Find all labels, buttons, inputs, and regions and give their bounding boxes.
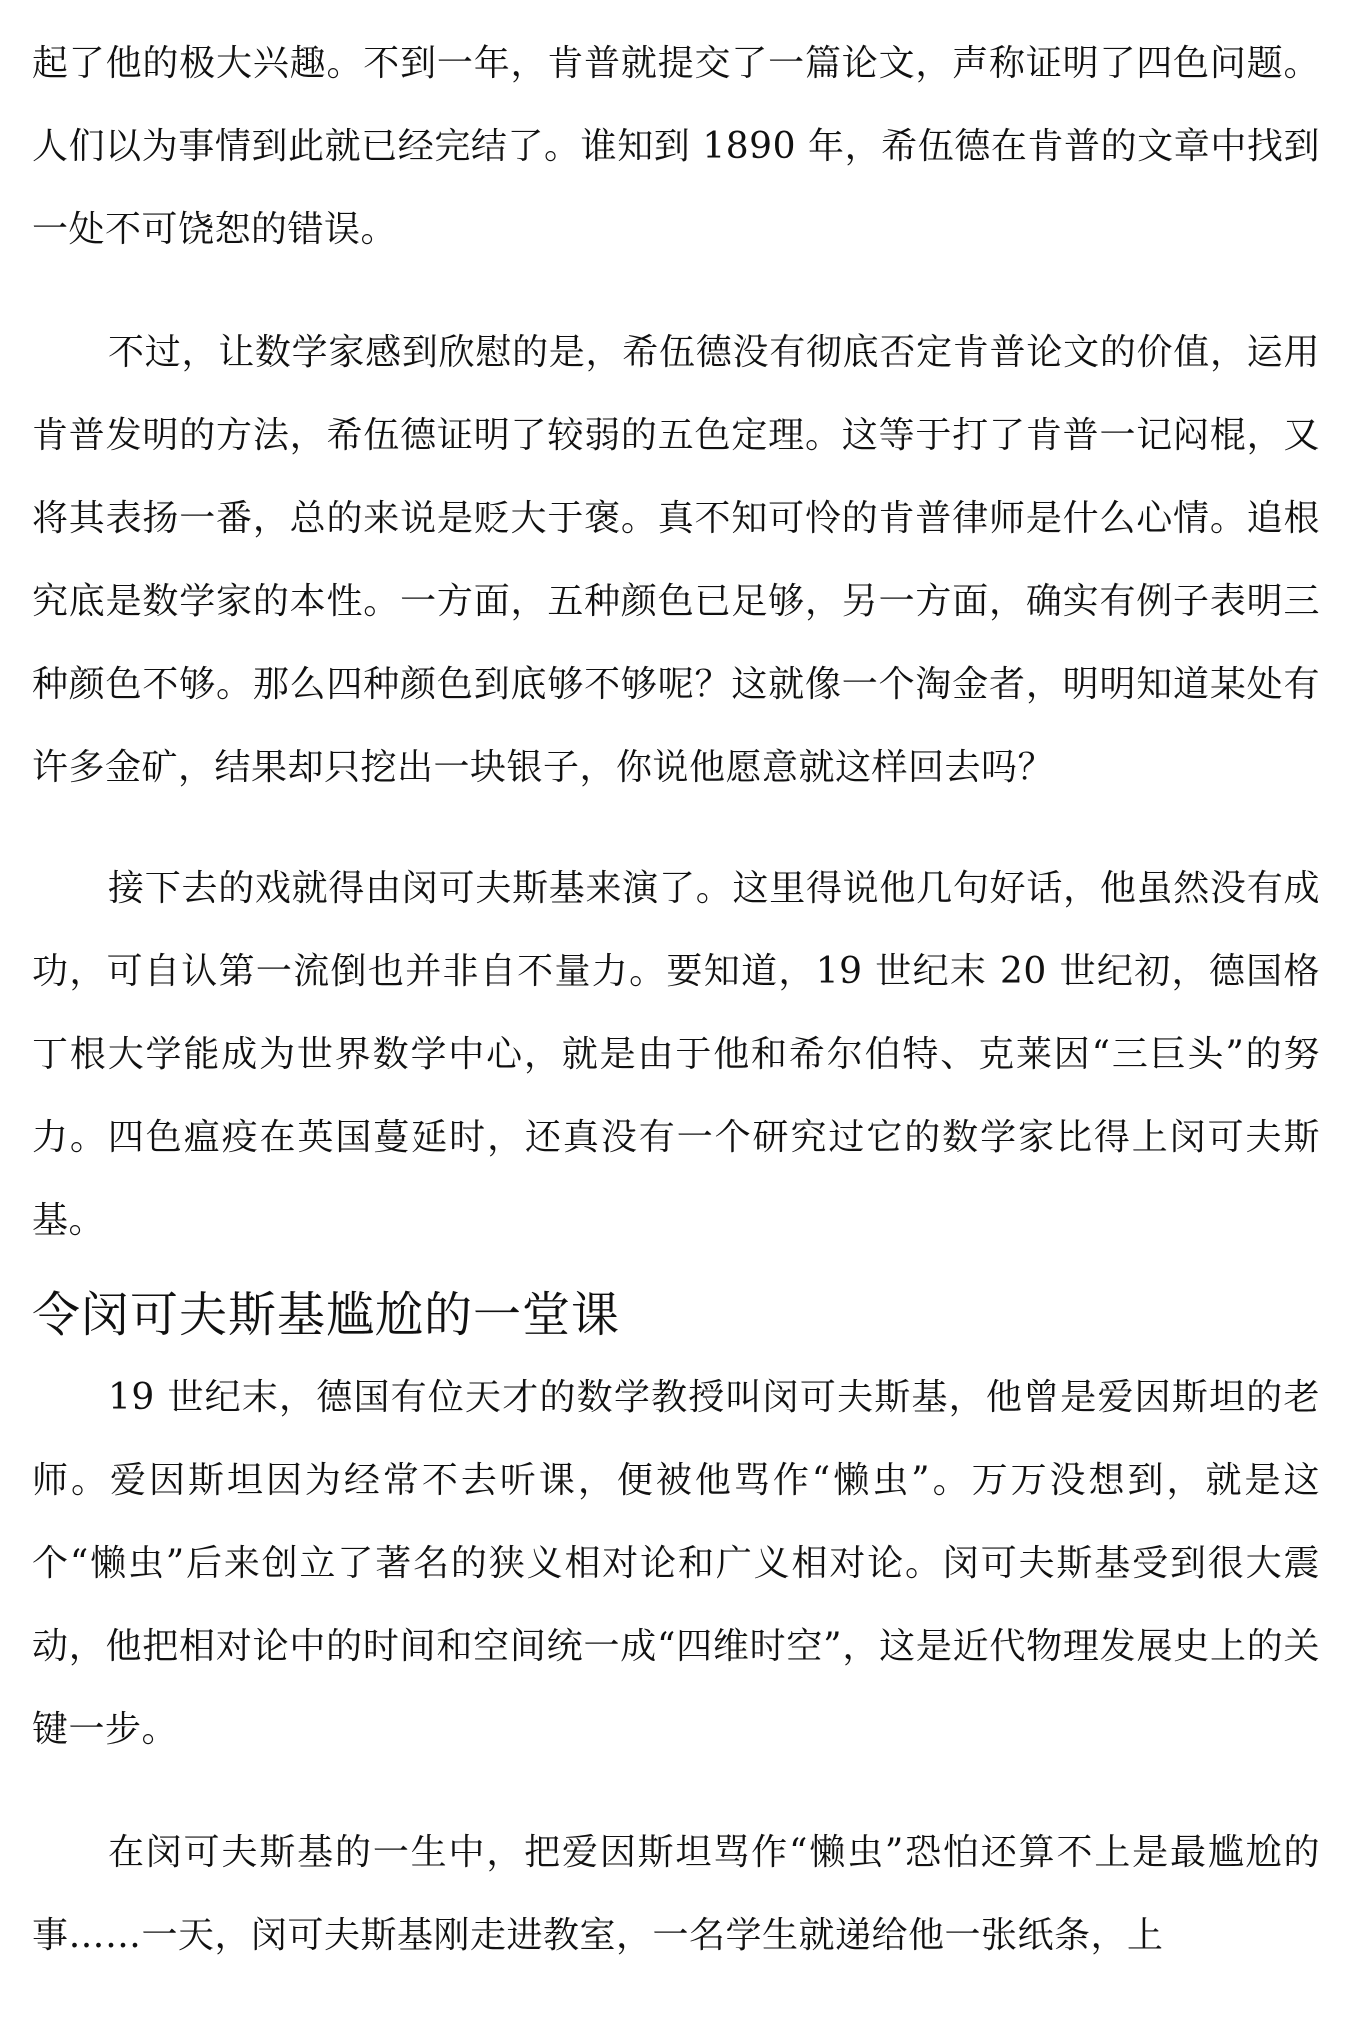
section-heading: 令闵可夫斯基尴尬的一堂课: [32, 1287, 621, 1343]
document-page: [32, 0, 1320, 1977]
paragraph-continued: 起了他的极大兴趣。不到一年，肯普就提交了一篇论文，声称证明了四色问题。人们以为事情到此就已经完结了。谁知到 1890 年，希伍德在肯普的文章中找到一处不可饶恕的错误。: [32, 43, 1320, 250]
paragraph-awkward-class: 在闵可夫斯基的一生中，把爱因斯坦骂作“懒虫”恐怕还算不上是最尴尬的事……一天，闵可夫斯基刚走进教室，一名学生就递给他一张纸条，上: [32, 1832, 1320, 1956]
paragraph-minkowski-intro: 接下去的戏就得由闵可夫斯基来演了。这里得说他几句好话，他虽然没有成功，可自认第一流倒也并非自不量力。要知道，19 世纪末 20 世纪初，德国格丁根大学能成为世界数学中心，就是由于他和希尔伯特、克莱因“三巨头”的努力。四色瘟疫在英国蔓延时，还真没有一个研究过它的数学家比得上闵可夫斯基。: [32, 868, 1320, 1241]
paragraph-minkowski-einstein: 19 世纪末，德国有位天才的数学教授叫闵可夫斯基，他曾是爱因斯坦的老师。爱因斯坦因为经常不去听课，便被他骂作“懒虫”。万万没想到，就是这个“懒虫”后来创立了著名的狭义相对论和广义相对论。闵可夫斯基受到很大震动，他把相对论中的时间和空间统一成“四维时空”，这是近代物理发展史上的关键一步。: [32, 1377, 1320, 1750]
paragraph-five-color-theorem: 不过，让数学家感到欣慰的是，希伍德没有彻底否定肯普论文的价值，运用肯普发明的方法，希伍德证明了较弱的五色定理。这等于打了肯普一记闷棍，又将其表扬一番，总的来说是贬大于褒。真不知可怜的肯普律师是什么心情。追根究底是数学家的本性。一方面，五种颜色已足够，另一方面，确实有例子表明三种颜色不够。那么四种颜色到底够不够呢？这就像一个淘金者，明明知道某处有许多金矿，结果却只挖出一块银子，你说他愿意就这样回去吗？: [32, 332, 1320, 788]
